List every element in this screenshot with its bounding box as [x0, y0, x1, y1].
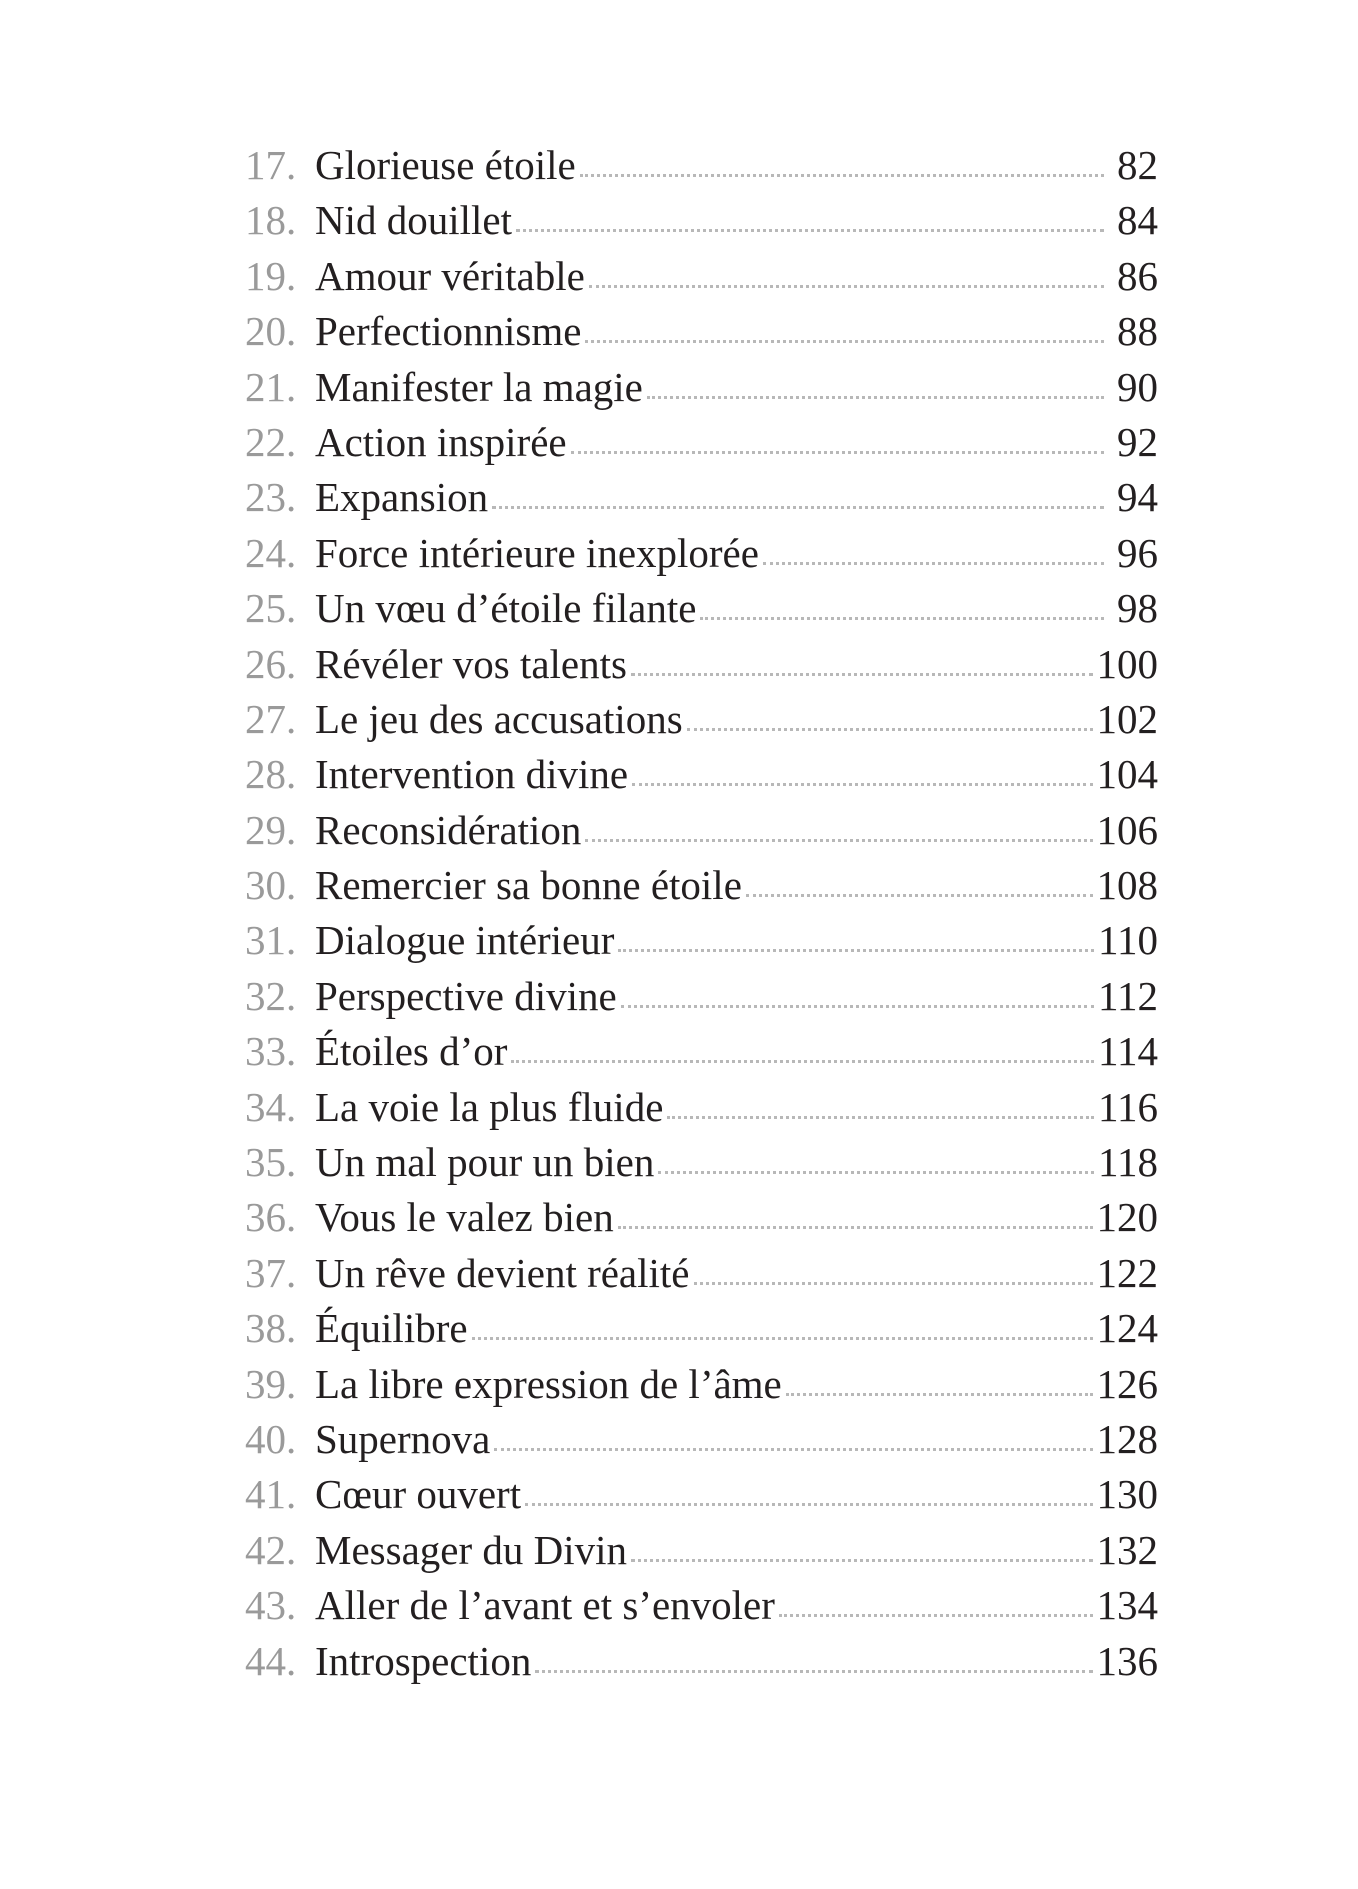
toc-entry — [245, 1467, 1158, 1522]
toc-entry — [245, 803, 1158, 858]
dot-leader — [511, 1054, 1094, 1063]
toc-entry — [245, 1135, 1158, 1190]
toc-entry — [245, 360, 1158, 415]
toc-entry — [245, 1080, 1158, 1135]
toc-entry — [245, 1190, 1158, 1245]
entry-page-number: 114 — [1098, 1028, 1158, 1075]
entry-title: Perspective divine — [315, 972, 617, 1019]
toc-entry — [245, 858, 1158, 913]
dot-leader — [694, 1276, 1093, 1285]
entry-number: 21. — [245, 363, 297, 410]
entry-number: 38. — [245, 1305, 297, 1352]
toc-entry — [245, 747, 1158, 802]
entry-page-number: 128 — [1096, 1415, 1158, 1462]
toc-entry — [245, 1357, 1158, 1412]
dot-leader — [492, 500, 1104, 509]
entry-title: Dialogue intérieur — [315, 917, 615, 964]
entry-title: Un rêve devient réalité — [315, 1249, 690, 1296]
entry-number: 27. — [245, 695, 297, 742]
toc-entry — [245, 913, 1158, 968]
dot-leader — [631, 667, 1093, 676]
entry-title: Cœur ouvert — [315, 1471, 522, 1518]
entry-title: Étoiles d’or — [315, 1028, 508, 1075]
entry-title: Révéler vos talents — [315, 640, 627, 687]
dot-leader — [687, 722, 1093, 731]
entry-title: Intervention divine — [315, 751, 629, 798]
entry-page-number: 122 — [1096, 1249, 1158, 1296]
dot-leader — [494, 1442, 1092, 1451]
entry-page-number: 86 — [1117, 252, 1158, 299]
toc-entry — [245, 526, 1158, 581]
entry-page-number: 104 — [1096, 751, 1158, 798]
dot-leader — [535, 1664, 1092, 1673]
entry-title: La voie la plus fluide — [315, 1083, 664, 1130]
entry-page-number: 116 — [1098, 1083, 1158, 1130]
entry-number: 37. — [245, 1249, 297, 1296]
dot-leader — [700, 611, 1104, 620]
entry-page-number: 84 — [1117, 197, 1158, 244]
dot-leader — [658, 1165, 1094, 1174]
dot-leader — [571, 445, 1104, 454]
toc-entry — [245, 304, 1158, 359]
entry-title: Le jeu des accusations — [315, 695, 683, 742]
entry-title: Glorieuse étoile — [315, 142, 576, 188]
entry-page-number: 90 — [1117, 363, 1158, 410]
entry-number: 44. — [245, 1637, 297, 1684]
toc-entry — [245, 1578, 1158, 1633]
entry-page-number: 132 — [1096, 1526, 1158, 1573]
dot-leader — [618, 943, 1094, 952]
entry-title: Messager du Divin — [315, 1526, 628, 1573]
toc-entry — [245, 138, 1158, 193]
entry-page-number: 102 — [1096, 695, 1158, 742]
dot-leader — [667, 1110, 1094, 1119]
entry-number: 40. — [245, 1415, 297, 1462]
entry-number: 24. — [245, 529, 297, 576]
entry-number: 34. — [245, 1083, 297, 1130]
entry-number: 39. — [245, 1360, 297, 1407]
entry-page-number: 100 — [1096, 640, 1158, 687]
dot-leader — [525, 1497, 1092, 1506]
entry-number: 41. — [245, 1471, 297, 1518]
entry-page-number: 94 — [1117, 474, 1158, 521]
entry-title: Introspection — [315, 1637, 532, 1684]
entry-page-number: 120 — [1096, 1194, 1158, 1241]
dot-leader — [746, 888, 1093, 897]
toc-entry — [245, 1412, 1158, 1467]
toc-entry — [245, 637, 1158, 692]
dot-leader — [621, 999, 1094, 1008]
entry-number: 32. — [245, 972, 297, 1019]
entry-number: 22. — [245, 418, 297, 465]
dot-leader — [580, 168, 1104, 177]
dot-leader — [589, 279, 1104, 288]
entry-title: Perfectionnisme — [315, 308, 582, 355]
toc-entry — [245, 1024, 1158, 1079]
entry-number: 25. — [245, 585, 297, 632]
entry-page-number: 112 — [1098, 972, 1158, 1019]
toc-entry — [245, 193, 1158, 248]
toc-entry — [245, 692, 1158, 747]
dot-leader — [618, 1220, 1093, 1229]
entry-title: Expansion — [315, 474, 489, 521]
toc-entry — [245, 1523, 1158, 1578]
entry-title: Un vœu d’étoile filante — [315, 585, 697, 632]
entry-title: Équilibre — [315, 1305, 468, 1352]
dot-leader — [786, 1387, 1093, 1396]
toc-entry — [245, 415, 1158, 470]
entry-number: 23. — [245, 474, 297, 521]
entry-title: Amour véritable — [315, 252, 585, 299]
entry-title: Nid douillet — [315, 197, 513, 244]
entry-page-number: 92 — [1117, 418, 1158, 465]
toc-entry — [245, 249, 1158, 304]
dot-leader — [647, 390, 1104, 399]
entry-number: 28. — [245, 751, 297, 798]
toc-entry — [245, 1301, 1158, 1356]
entry-title: Vous le valez bien — [315, 1194, 614, 1241]
dot-leader — [779, 1608, 1093, 1617]
dot-leader — [516, 223, 1104, 232]
entry-page-number: 124 — [1096, 1305, 1158, 1352]
toc-entry — [245, 1246, 1158, 1301]
entry-page-number: 96 — [1117, 529, 1158, 576]
entry-title: Action inspirée — [315, 418, 567, 465]
toc-entry — [245, 470, 1158, 525]
entry-number: 30. — [245, 862, 297, 909]
entry-number: 33. — [245, 1028, 297, 1075]
entry-number: 35. — [245, 1139, 297, 1186]
entry-number: 31. — [245, 917, 297, 964]
entry-number: 19. — [245, 252, 297, 299]
entry-title: Remercier sa bonne étoile — [315, 862, 742, 909]
entry-page-number: 88 — [1117, 308, 1158, 355]
entry-number: 36. — [245, 1194, 297, 1241]
table-of-contents — [245, 138, 1158, 1689]
dot-leader — [631, 1553, 1092, 1562]
dot-leader — [632, 777, 1092, 786]
entry-title: Aller de l’avant et s’envoler — [315, 1582, 775, 1629]
dot-leader — [585, 833, 1092, 842]
entry-page-number: 108 — [1096, 862, 1158, 909]
entry-page-number: 110 — [1098, 917, 1158, 964]
toc-entry — [245, 581, 1158, 636]
entry-page-number: 136 — [1096, 1637, 1158, 1684]
entry-number: 29. — [245, 806, 297, 853]
entry-page-number: 134 — [1096, 1582, 1158, 1629]
entry-page-number: 118 — [1098, 1139, 1158, 1186]
dot-leader — [585, 334, 1104, 343]
entry-title: Force intérieure inexplorée — [315, 529, 759, 576]
entry-number: 43. — [245, 1582, 297, 1629]
entry-title: Un mal pour un bien — [315, 1139, 655, 1186]
entry-title: La libre expression de l’âme — [315, 1360, 782, 1407]
entry-page-number: 126 — [1096, 1360, 1158, 1407]
entry-number: 26. — [245, 640, 297, 687]
entry-page-number: 82 — [1117, 142, 1158, 188]
entry-number: 18. — [245, 197, 297, 244]
entry-page-number: 130 — [1096, 1471, 1158, 1518]
toc-entry — [245, 969, 1158, 1024]
dot-leader — [763, 556, 1104, 565]
entry-title: Supernova — [315, 1415, 491, 1462]
entry-title: Reconsidération — [315, 806, 582, 853]
entry-page-number: 98 — [1117, 585, 1158, 632]
entry-title: Manifester la magie — [315, 363, 643, 410]
entry-number: 42. — [245, 1526, 297, 1573]
dot-leader — [472, 1331, 1093, 1340]
entry-page-number: 106 — [1096, 806, 1158, 853]
toc-entry — [245, 1634, 1158, 1689]
entry-number: 20. — [245, 308, 297, 355]
entry-number: 17. — [245, 142, 297, 188]
